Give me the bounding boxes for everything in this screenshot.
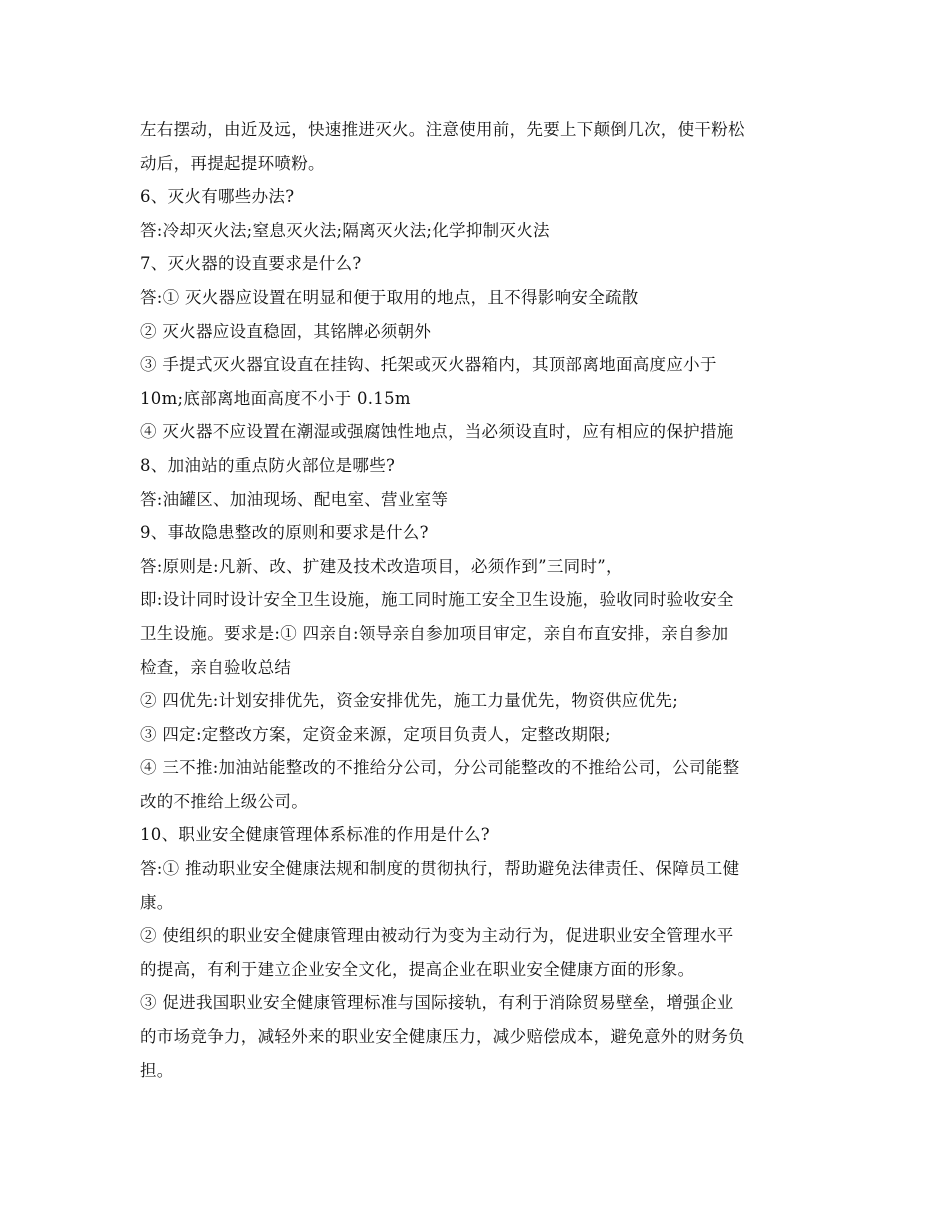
text-line: 的提高，有利于建立企业安全文化，提高企业在职业安全健康方面的形象。 <box>140 959 695 979</box>
text-line: ② 四优先:计划安排优先，资金安排优先，施工力量优先，物资供应优先; <box>140 691 679 711</box>
text-line: 的市场竞争力，减轻外来的职业安全健康压力，减少赔偿成本，避免意外的财务负 <box>140 1027 745 1047</box>
text-line: 康。 <box>140 892 174 912</box>
text-line: 卫生设施。要求是:① 四亲自:领导亲自参加项目审定，亲自布直安排，亲自参加 <box>140 623 729 643</box>
text-line: 检查，亲自验收总结 <box>140 657 292 677</box>
text-line: ③ 四定:定整改方案，定资金来源，定项目负责人，定整改期限; <box>140 724 611 744</box>
question-heading: 10、职业安全健康管理体系标准的作用是什么? <box>140 825 490 845</box>
text-line: 担。 <box>140 1060 174 1080</box>
text-line: ② 使组织的职业安全健康管理由被动行为变为主动行为，促进职业安全管理水平 <box>140 926 734 946</box>
question-heading: 7、灭火器的设直要求是什么? <box>140 254 362 274</box>
answer-line: 答:① 灭火器应设置在明显和便于取用的地点，且不得影响安全疏散 <box>140 287 639 307</box>
text-line: 改的不推给上级公司。 <box>140 791 308 811</box>
answer-line: 答:冷却灭火法;窒息灭火法;隔离灭火法;化学抑制灭火法 <box>140 220 550 240</box>
text-line: 10m;底部离地面高度不小于 0.15m <box>140 388 411 408</box>
text-line: ② 灭火器应设直稳固，其铭牌必须朝外 <box>140 321 432 341</box>
text-line: ④ 三不推:加油站能整改的不推给分公司，分公司能整改的不推给公司，公司能整 <box>140 758 740 778</box>
question-heading: 9、事故隐患整改的原则和要求是什么? <box>140 523 429 543</box>
question-heading: 6、灭火有哪些办法? <box>140 187 295 207</box>
text-line: ③ 促进我国职业安全健康管理标准与国际接轨，有利于消除贸易壁垒，增强企业 <box>140 993 734 1013</box>
answer-line: 答:油罐区、加油现场、配电室、营业室等 <box>140 489 449 509</box>
text-line: 即:设计同时设计安全卫生设施，施工同时施工安全卫生设施，验收同时验收安全 <box>140 590 734 610</box>
text-line: 左右摆动，由近及远，快速推进灭火。注意使用前，先要上下颠倒几次，使干粉松 <box>140 120 745 139</box>
text-line: 动后，再提起提环喷粉。 <box>140 153 325 173</box>
text-line: ③ 手提式灭火器宜设直在挂钩、托架或灭火器箱内，其顶部离地面高度应小于 <box>140 355 717 375</box>
question-heading: 8、加油站的重点防火部位是哪些? <box>140 455 396 475</box>
text-line: ④ 灭火器不应设置在潮湿或强腐蚀性地点，当必须设直时，应有相应的保护措施 <box>140 422 734 442</box>
answer-line: 答:① 推动职业安全健康法规和制度的贯彻执行，帮助避免法律责任、保障员工健 <box>140 859 740 879</box>
answer-line: 答:原则是:凡新、改、扩建及技术改造项目，必须作到”三同时”， <box>140 556 623 576</box>
